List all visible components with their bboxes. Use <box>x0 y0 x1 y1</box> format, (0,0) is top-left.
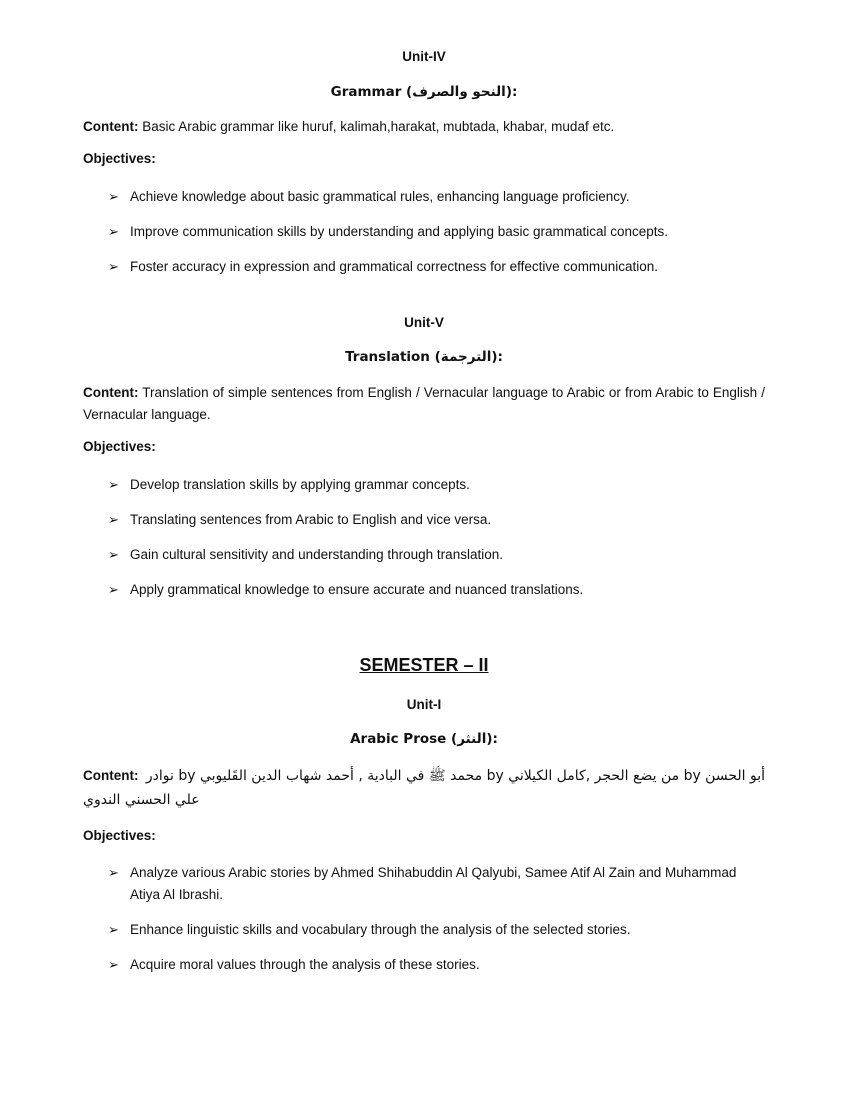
unit4-title: Unit-IV <box>402 49 446 64</box>
list-item: ➢ Translating sentences from Arabic to English and vice versa. <box>83 509 765 531</box>
unit5-subtitle: Translation (الترجمة): <box>345 349 503 365</box>
sem2-unit1-title: Unit-I <box>406 697 442 712</box>
semester-title: SEMESTER – II <box>359 655 489 675</box>
content-text-arabic: أبو الحسن by من يضع الحجر ,كامل الكيلاني by محمد ﷺ في البادية , أحمد شهاب الدين القَليوبي by نوادر <box>145 768 765 784</box>
list-item: ➢ Enhance linguistic skills and vocabulary through the analysis of the selected stories. <box>83 919 765 941</box>
arrow-bullet-icon: ➢ <box>108 547 119 562</box>
list-item: ➢ Improve communication skills by understanding and applying basic grammatical concepts. <box>83 221 765 243</box>
sem2-unit1-content <box>83 764 765 812</box>
list-item: ➢ Achieve knowledge about basic grammatical rules, enhancing language proficiency. <box>83 186 765 208</box>
arrow-bullet-icon: ➢ <box>108 512 119 527</box>
arrow-bullet-icon: ➢ <box>108 957 119 972</box>
sem2-unit1-objectives-label: Objectives: <box>83 828 156 843</box>
arrow-bullet-icon: ➢ <box>108 865 119 880</box>
unit5-objectives-list <box>83 474 765 601</box>
arrow-bullet-icon: ➢ <box>108 477 119 492</box>
unit4-objectives-label: Objectives: <box>83 151 156 166</box>
unit4-content <box>83 116 765 138</box>
content-text: Basic Arabic grammar like huruf, kalimah,harakat, mubtada, khabar, mudaf etc. <box>138 119 615 134</box>
arrow-bullet-icon: ➢ <box>108 224 119 239</box>
unit5-content <box>83 382 765 426</box>
unit5-title: Unit-V <box>404 315 444 330</box>
list-item: ➢ Gain cultural sensitivity and understanding through translation. <box>83 544 765 566</box>
content-text-arabic-line2: علي الحسني الندوي <box>83 792 200 808</box>
sem2-unit1-objectives-list <box>83 862 765 976</box>
list-item: ➢ Acquire moral values through the analysis of these stories. <box>83 954 765 976</box>
content-text: Translation of simple sentences from English / Vernacular language to Arabic or from Arabic to English / Vernacular language. <box>83 385 765 422</box>
content-label: Content: <box>83 768 139 783</box>
content-label: Content: <box>83 385 139 400</box>
list-item: ➢ Foster accuracy in expression and grammatical correctness for effective communication. <box>83 256 765 278</box>
arrow-bullet-icon: ➢ <box>108 922 119 937</box>
list-item: ➢ Analyze various Arabic stories by Ahmed Shihabuddin Al Qalyubi, Samee Atif Al Zain and Muhammad Atiya Al Ibrashi. <box>83 862 765 906</box>
unit4-subtitle: Grammar (النحو والصرف): <box>330 84 518 100</box>
list-item: ➢ Apply grammatical knowledge to ensure accurate and nuanced translations. <box>83 579 765 601</box>
arrow-bullet-icon: ➢ <box>108 259 119 274</box>
content-label: Content: <box>83 119 139 134</box>
list-item: ➢ Develop translation skills by applying grammar concepts. <box>83 474 765 496</box>
unit5-objectives-label: Objectives: <box>83 439 156 454</box>
unit4-objectives-list <box>83 186 765 278</box>
sem2-unit1-subtitle: Arabic Prose (النثر): <box>350 731 498 747</box>
arrow-bullet-icon: ➢ <box>108 582 119 597</box>
arrow-bullet-icon: ➢ <box>108 189 119 204</box>
